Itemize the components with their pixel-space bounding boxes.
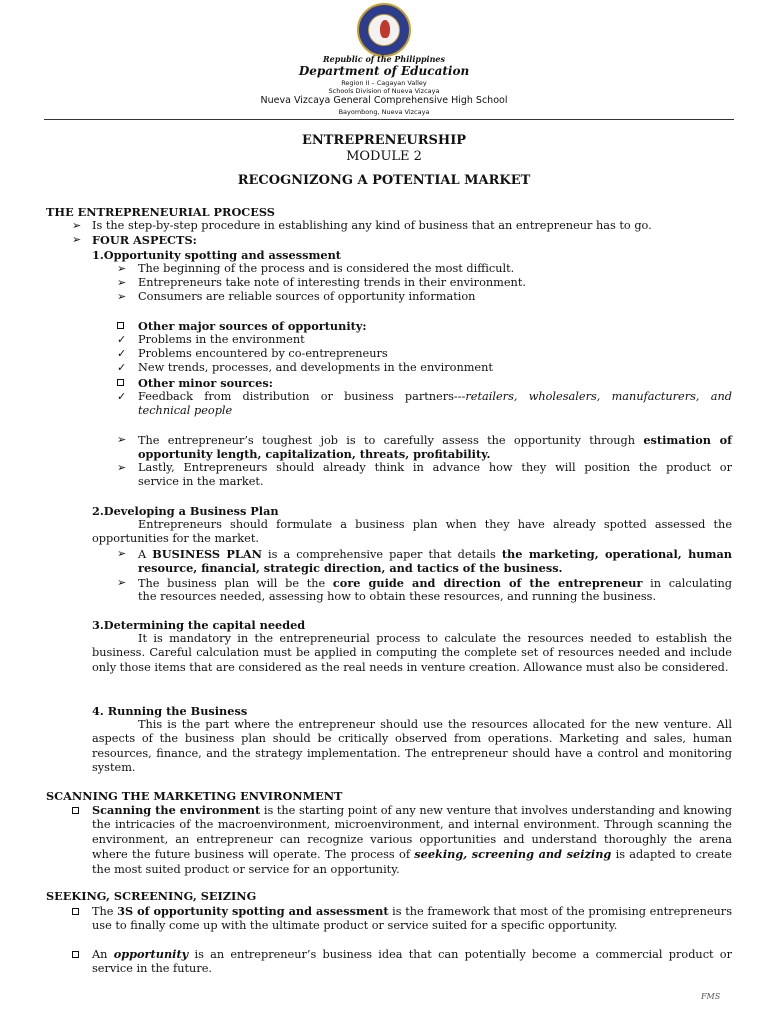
process-definition: Is the step-by-step procedure in establishing any kind of business that an entrepreneur has to go. [92,219,652,232]
core-guide-line-2: the resources needed, assessing how to obtain these resources, and running the business. [138,590,657,603]
deped-seal-logo [357,3,411,57]
minor-sources-line-2: technical people [138,404,233,417]
arrow-bullet-icon: ➢ [117,290,127,303]
topic-title: RECOGNIZONG A POTENTIAL MARKET [237,173,531,188]
module-title: MODULE 2 [346,149,422,164]
checkmark-icon: ✓ [117,347,127,360]
toughest-job-line-2: opportunity length, capitalization, threats, profitability. [138,447,491,461]
major-sources-title: Other major sources of opportunity: [138,319,367,333]
subject-title: ENTREPRENEURSHIP [301,133,467,148]
list-item: Problems in the environment [138,333,305,346]
minor-sources-line: Feedback from distribution or business partners---retailers, wholesalers, manufacturers, and [138,390,733,403]
toughest-job-line: The entrepreneur’s toughest job is to carefully assess the opportunity through estimation of [138,433,732,447]
aspect-2-text: Entrepreneurs should formulate a business plan when they have already spotted assessed the [138,518,732,531]
checkbox-bullet-icon [72,807,79,814]
school-line: Nueva Vizcaya General Comprehensive High School [260,95,508,106]
seizing-heading: SEEKING, SCREENING, SEIZING [46,889,257,903]
region-line: Region II – Cagayan Valley [341,79,427,87]
republic-line: Republic of the Philippines [322,54,445,64]
aspect-4-text: This is the part where the entrepreneur should use the resources allocated for the new venture. All aspects of the business plan should be critically observed from operations. Marketing and sales, human resources, finance, and the strategy implementation. The entrepreneur should have a control and monitoring system. [92,718,732,775]
four-aspects: FOUR ASPECTS: [92,233,197,247]
header-divider [44,119,734,120]
aspect-4-title: 4. Running the Business [92,704,248,718]
scanning-heading: SCANNING THE MARKETING ENVIRONMENT [46,789,343,803]
checkmark-icon: ✓ [117,333,127,346]
minor-sources-title: Other minor sources: [138,376,273,390]
list-item: Entrepreneurs take note of interesting trends in their environment. [138,276,526,289]
list-item: The beginning of the process and is considered the most difficult. [138,262,515,275]
arrow-bullet-icon: ➢ [117,461,127,474]
aspect-2-title: 2.Developing a Business Plan [92,504,279,518]
list-item: New trends, processes, and developments in the environment [138,361,493,374]
lastly-line-2: service in the market. [138,475,264,488]
aspect-1-title: 1.Opportunity spotting and assessment [92,248,342,262]
checkbox-bullet-icon [117,322,124,329]
footer-initials: FMS [701,992,721,1001]
address-line: Bayombong, Nueva Vizcaya [338,108,430,116]
checkbox-bullet-icon [72,951,79,958]
arrow-bullet-icon: ➢ [117,262,127,275]
checkbox-bullet-icon [117,379,124,386]
business-plan-line: A BUSINESS PLAN is a comprehensive paper that details the marketing, operational, human [138,547,733,561]
lastly-line: Lastly, Entrepreneurs should already think in advance how they will position the product or [138,461,732,474]
core-guide-line: The business plan will be the core guide and direction of the entrepreneur in calculating [138,576,732,590]
aspect-3-text: It is mandatory in the entrepreneurial process to calculate the resources needed to establish the business. Careful calculation must be applied in computing the complete set of resources needed and include only those items that are considered as the real needs in venture creation. Allowance must also be considered. [92,632,732,674]
framework-text: The 3S of opportunity spotting and assessment is the framework that most of the promising entrepreneurs use to finally come up with the ultimate product or service suited for a specific opportunity. [92,904,733,933]
department-line: Department of Education [298,64,470,78]
arrow-bullet-icon: ➢ [117,276,127,289]
aspect-3-title: 3.Determining the capital needed [92,618,306,632]
arrow-bullet-icon: ➢ [72,233,82,246]
scanning-text: Scanning the environment is the starting point of any new venture that involves understanding and knowing the intricacies of the macroenvironment, microenvironment, and internal environment. Through scanning the environment, an entrepreneur can recognize various opportunities and understand thoroughly the arena where the future business will operate. The process of seeking, screening and seizing is adapted to create the most suited product or service for an opportunity. [92,803,732,876]
aspect-2-text-2: opportunities for the market. [92,532,259,545]
opportunity-text: An opportunity is an entrepreneur’s business idea that can potentially become a commercial product or service in the future. [92,947,733,976]
checkmark-icon: ✓ [117,361,127,374]
list-item: Consumers are reliable sources of opportunity information [138,290,476,303]
arrow-bullet-icon: ➢ [117,547,127,560]
checkmark-icon: ✓ [117,390,127,403]
arrow-bullet-icon: ➢ [117,433,127,446]
list-item: Problems encountered by co-entrepreneurs [138,347,388,360]
business-plan-line-2: resource, financial, strategic direction, and tactics of the business. [138,561,563,575]
arrow-bullet-icon: ➢ [117,576,127,589]
process-heading: THE ENTREPRENEURIAL PROCESS [46,205,275,219]
checkbox-bullet-icon [72,908,79,915]
division-line: Schools Division of Nueva Vizcaya [328,87,440,95]
arrow-bullet-icon: ➢ [72,219,82,232]
